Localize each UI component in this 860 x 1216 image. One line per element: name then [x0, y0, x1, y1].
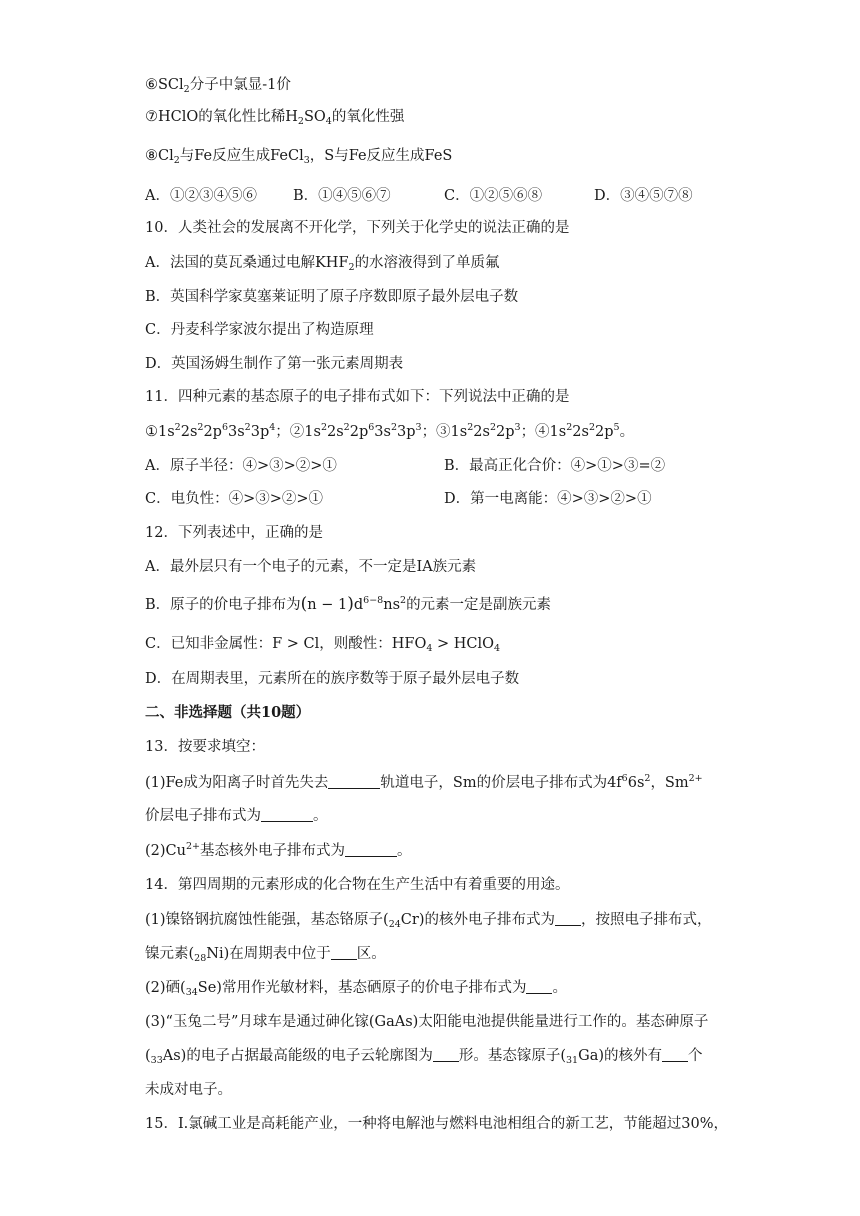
answer-blank[interactable] [662, 1047, 688, 1062]
q10-stem: 10．人类社会的发展离不开化学，下列关于化学史的说法正确的是 [145, 220, 570, 236]
q11-option-a: A．原子半径：④>③>②>① [145, 458, 337, 474]
q14-part3-line2: $(_{33}As)$的电子占据最高能级的电子云轮廓图为 形。基态镓原子$(_{31}Ga)$的核外有 个 [145, 1048, 703, 1066]
q10-option-b: B．英国科学家莫塞莱证明了原子序数即原子最外层电子数 [145, 289, 519, 305]
q11-option-b: B．最高正化合价：④>①>③=② [444, 458, 666, 474]
answer-blank[interactable] [331, 945, 357, 960]
q12-option-b: B．原子的价电子排布为$(n - 1)d^{6-8}ns^2$的元素一定是副族元素 [145, 594, 552, 614]
q13-stem: 13．按要求填空： [145, 739, 265, 755]
statement-6: ⑥SCl$_2$分子中氯显-1价 [145, 77, 291, 95]
q14-part3-line3: 未成对电子。 [145, 1082, 232, 1098]
answer-blank[interactable] [345, 842, 397, 857]
q11-option-c: C．电负性：④>③>②>① [145, 491, 324, 507]
q15-stem: 15．I.氯碱工业是高耗能产业，一种将电解池与燃料电池相组合的新工艺，节能超过30%， [145, 1116, 729, 1132]
q12-option-c: C．已知非金属性：F > Cl，则酸性：$HFO_4$ > HClO$_4$ [145, 636, 501, 654]
q10-option-a: A．法国的莫瓦桑通过电解$KHF_2$的水溶液得到了单质氟 [145, 255, 500, 273]
q9-option-b: B．①④⑤⑥⑦ [293, 188, 391, 204]
answer-blank[interactable] [433, 1047, 459, 1062]
q13-part1-line2: 价层电子排布式为 。 [145, 808, 328, 824]
q13-part1: (1)Fe成为阳离子时首先失去 轨道电子，Sm的价层电子排布式为$4f^66s^2$，$Sm^{2+}$ [145, 773, 703, 791]
statement-8: $⑧Cl_2$与Fe反应生成FeCl$_3$，S与Fe反应生成FeS [145, 148, 453, 166]
answer-blank[interactable] [261, 807, 313, 822]
q9-option-c: C．①②⑤⑥⑧ [444, 188, 543, 204]
q11-electron-configs: $①1s^22s^22p^63s^23p^4$；$②1s^22s^22p^63s^23p^3$；$③1s^22s^22p^3$；$④1s^22s^22p^5$。 [145, 422, 635, 440]
answer-blank[interactable] [526, 979, 552, 994]
section-heading: 二、非选择题（共10题） [145, 704, 311, 721]
q10-option-c: C．丹麦科学家波尔提出了构造原理 [145, 322, 374, 338]
answer-blank[interactable] [555, 911, 581, 926]
q12-option-a: A．最外层只有一个电子的元素，不一定是IA族元素 [145, 559, 477, 575]
q12-option-d: D．在周期表里，元素所在的族序数等于原子最外层电子数 [145, 671, 520, 687]
q14-part2: (2)硒$(_{34}Se)$常用作光敏材料，基态硒原子的价电子排布式为 。 [145, 980, 567, 998]
q11-stem: 11．四种元素的基态原子的电子排布式如下：下列说法中正确的是 [145, 389, 570, 405]
q10-option-d: D．英国汤姆生制作了第一张元素周期表 [145, 356, 404, 372]
q14-stem: 14．第四周期的元素形成的化合物在生产生活中有着重要的用途。 [145, 877, 570, 893]
q11-option-d: D．第一电离能：④>③>②>① [444, 491, 652, 507]
q14-part1-line2: 镍元素$(_{28}Ni)$在周期表中位于 区。 [145, 946, 386, 964]
q9-option-d: D．③④⑤⑦⑧ [594, 188, 693, 204]
answer-blank[interactable] [328, 774, 380, 789]
q13-part2: $(2)Cu^{2+}$基态核外电子排布式为 。 [145, 841, 412, 859]
q14-part3: (3)“玉兔二号”月球车是通过砷化镓(GaAs)太阳能电池提供能量进行工作的。基态砷原子 [145, 1014, 709, 1030]
statement-7: ⑦HClO的氧化性比稀$H_2SO_4$的氧化性强 [145, 109, 405, 127]
q14-part1: (1)镍铬钢抗腐蚀性能强，基态铬原子$(_{24}Cr)$的核外电子排布式为 ，按照电子排布式， [145, 912, 712, 930]
q9-option-a: A．①②③④⑤⑥ [145, 188, 257, 204]
q12-stem: 12．下列表述中，正确的是 [145, 525, 323, 541]
